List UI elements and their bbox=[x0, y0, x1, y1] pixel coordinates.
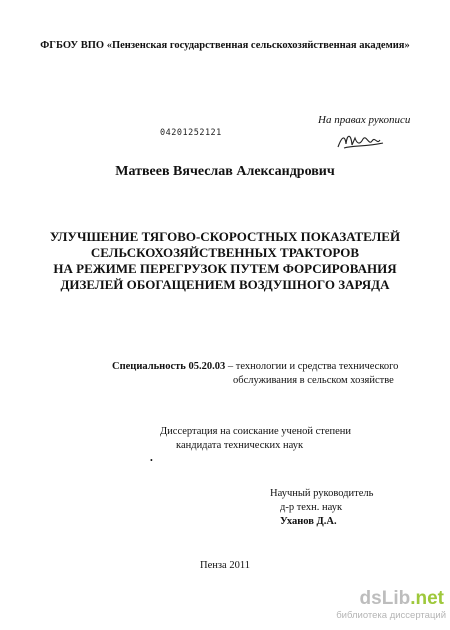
title-line: УЛУЧШЕНИЕ ТЯГОВО-СКОРОСТНЫХ ПОКАЗАТЕЛЕЙ bbox=[49, 229, 401, 244]
document-code: 04201252121 bbox=[160, 128, 222, 138]
supervisor-name: Уханов Д.А. bbox=[280, 516, 337, 527]
dissertation-title bbox=[0, 229, 450, 293]
place-and-year: Пенза 2011 bbox=[200, 560, 250, 571]
institution-name: ФГБОУ ВПО «Пензенская государственная сельскохозяйственная академия» bbox=[40, 40, 410, 51]
watermark-subtitle: библиотека диссертаций bbox=[336, 610, 446, 621]
stray-mark: • bbox=[150, 456, 153, 465]
specialty-block bbox=[112, 360, 398, 388]
supervisor-degree: д-р техн. наук bbox=[280, 502, 343, 513]
title-line: СЕЛЬСКОХОЗЯЙСТВЕННЫХ ТРАКТОРОВ bbox=[90, 245, 360, 260]
specialty-text-continued: обслуживания в сельском хозяйстве bbox=[233, 375, 394, 386]
manuscript-rights-note: На правах рукописи bbox=[318, 114, 411, 126]
degree-line: кандидата технических наук bbox=[176, 440, 304, 451]
specialty-label: Специальность 05.20.03 bbox=[112, 361, 226, 372]
logo-main: dsLib bbox=[359, 588, 411, 609]
supervisor-role: Научный руководитель bbox=[270, 488, 374, 499]
specialty-text: – технологии и средства технического bbox=[225, 361, 399, 372]
author-name: Матвеев Вячеслав Александрович bbox=[115, 164, 335, 179]
dslib-logo bbox=[335, 588, 450, 610]
title-line: ДИЗЕЛЕЙ ОБОГАЩЕНИЕМ ВОЗДУШНОГО ЗАРЯДА bbox=[60, 277, 390, 292]
dslib-watermark bbox=[335, 588, 450, 630]
supervisor-block bbox=[270, 487, 373, 529]
handwritten-signature bbox=[336, 130, 386, 152]
logo-tld: .net bbox=[410, 588, 444, 609]
dissertation-degree bbox=[0, 425, 450, 453]
title-line: НА РЕЖИМЕ ПЕРЕГРУЗОК ПУТЕМ ФОРСИРОВАНИЯ bbox=[53, 261, 397, 276]
degree-line: Диссертация на соискание ученой степени bbox=[160, 426, 352, 437]
